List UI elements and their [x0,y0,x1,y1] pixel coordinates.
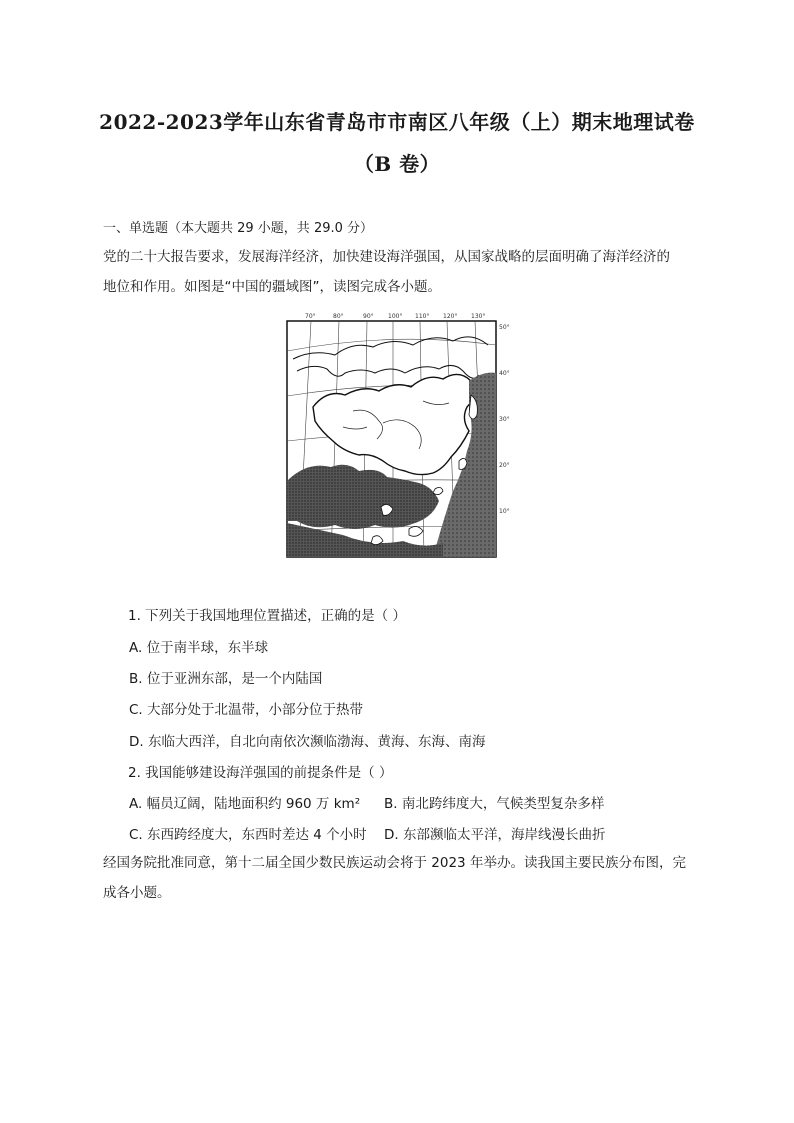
passage-2-line2: 成各小题。 [103,885,171,901]
passage-1 [103,242,703,302]
svg-text:130°: 130° [471,313,486,320]
question-2-option-b[interactable]: B. 南北跨纬度大，气候类型复杂多样 [384,796,605,812]
svg-text:110°: 110° [415,313,430,320]
svg-text:30°: 30° [499,416,510,423]
question-2-option-a[interactable]: A. 幅员辽阔，陆地面积约 960 万 km² [129,796,361,812]
svg-text:20°: 20° [499,462,510,469]
svg-text:90°: 90° [363,313,374,320]
svg-text:10°: 10° [499,508,510,515]
question-2-stem: 2. 我国能够建设海洋强国的前提条件是（ ） [128,765,393,781]
question-1-stem: 1. 下列关于我国地理位置描述，正确的是（ ） [128,608,406,624]
question-1-option-b[interactable]: B. 位于亚洲东部，是一个内陆国 [129,671,323,687]
svg-text:80°: 80° [333,313,344,320]
question-2-option-d[interactable]: D. 东部濒临太平洋，海岸线漫长曲折 [384,827,606,843]
svg-text:50°: 50° [499,324,510,331]
section-heading: 一、单选题（本大题共 29 小题，共 29.0 分） [103,221,374,236]
china-territory-map [283,311,514,561]
svg-text:120°: 120° [443,313,458,320]
passage-1-line1: 党的二十大报告要求，发展海洋经济，加快建设海洋强国，从国家战略的层面明确了海洋经济的 [103,249,670,265]
svg-text:100°: 100° [388,313,403,320]
map-top-labels [305,313,485,320]
svg-text:70°: 70° [305,313,316,320]
passage-2-line1: 经国务院批准同意，第十二届全国少数民族运动会将于 2023 年举办。读我国主要民族分布图，完 [103,855,686,871]
question-2-option-c[interactable]: C. 东西跨经度大，东西时差达 4 个小时 [129,827,367,843]
question-1-option-d[interactable]: D. 东临大西洋，自北向南依次濒临渤海、黄海、东海、南海 [129,734,486,750]
question-1-option-a[interactable]: A. 位于南半球，东半球 [129,640,269,656]
svg-text:40°: 40° [499,370,510,377]
map-right-labels [499,324,510,515]
question-1-option-c[interactable]: C. 大部分处于北温带，小部分位于热带 [129,702,364,718]
passage-1-line2: 地位和作用。如图是“中国的疆域图”，读图完成各小题。 [103,279,441,295]
passage-2 [103,848,703,908]
exam-title-line2: （B 卷） [353,152,441,176]
exam-title-line1: 2022-2023学年山东省青岛市市南区八年级（上）期末地理试卷 [99,110,695,134]
